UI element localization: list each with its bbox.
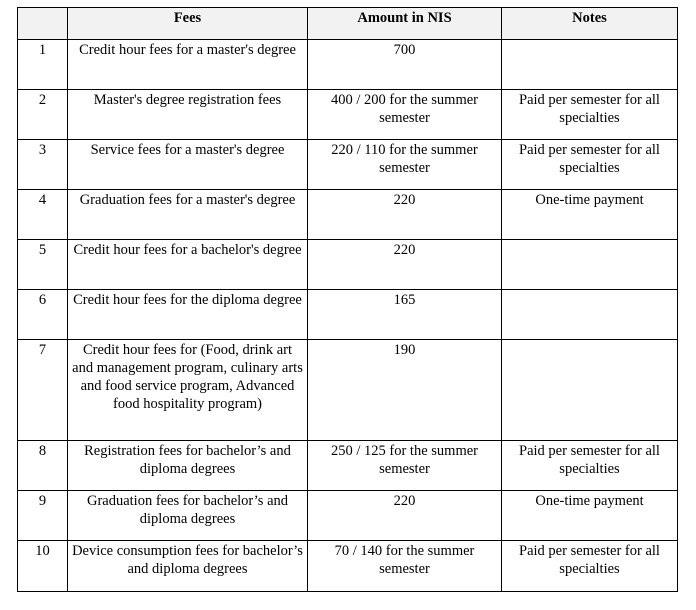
fee-description: Credit hour fees for (Food, drink art and management program, culinary arts and food service program, Advanced food hospitality program) [68,340,308,441]
notes-cell [502,290,678,340]
notes-cell [502,340,678,441]
amount-cell: 70 / 140 for the summer semester [308,541,502,592]
notes-cell: Paid per semester for all specialties [502,90,678,140]
notes-cell: Paid per semester for all specialties [502,441,678,491]
row-number: 9 [18,491,68,541]
amount-cell: 400 / 200 for the summer semester [308,90,502,140]
amount-cell: 165 [308,290,502,340]
table-row [18,40,678,90]
table-row [18,541,678,592]
row-number: 4 [18,190,68,240]
fees-table [17,7,678,592]
table-row [18,90,678,140]
amount-cell: 250 / 125 for the summer semester [308,441,502,491]
row-number: 1 [18,40,68,90]
table-row [18,491,678,541]
header-number [18,8,68,40]
table-row [18,140,678,190]
table-row [18,340,678,441]
table-row [18,190,678,240]
table-row [18,441,678,491]
row-number: 8 [18,441,68,491]
header-fees: Fees [68,8,308,40]
amount-cell: 700 [308,40,502,90]
amount-cell: 220 / 110 for the summer semester [308,140,502,190]
row-number: 10 [18,541,68,592]
amount-cell: 220 [308,190,502,240]
notes-cell [502,240,678,290]
fee-description: Credit hour fees for the diploma degree [68,290,308,340]
notes-cell: One-time payment [502,190,678,240]
fee-description: Master's degree registration fees [68,90,308,140]
fee-description: Registration fees for bachelor’s and diploma degrees [68,441,308,491]
table-row [18,290,678,340]
fee-description: Graduation fees for a master's degree [68,190,308,240]
row-number: 3 [18,140,68,190]
header-notes: Notes [502,8,678,40]
fee-description: Device consumption fees for bachelor’s and diploma degrees [68,541,308,592]
header-row [18,8,678,40]
row-number: 5 [18,240,68,290]
amount-cell: 220 [308,240,502,290]
notes-cell [502,40,678,90]
header-amount: Amount in NIS [308,8,502,40]
fee-description: Credit hour fees for a master's degree [68,40,308,90]
table-row [18,240,678,290]
row-number: 6 [18,290,68,340]
fee-description: Credit hour fees for a bachelor's degree [68,240,308,290]
notes-cell: Paid per semester for all specialties [502,541,678,592]
notes-cell: One-time payment [502,491,678,541]
amount-cell: 220 [308,491,502,541]
row-number: 2 [18,90,68,140]
notes-cell: Paid per semester for all specialties [502,140,678,190]
amount-cell: 190 [308,340,502,441]
row-number: 7 [18,340,68,441]
fee-description: Graduation fees for bachelor’s and diploma degrees [68,491,308,541]
fee-description: Service fees for a master's degree [68,140,308,190]
